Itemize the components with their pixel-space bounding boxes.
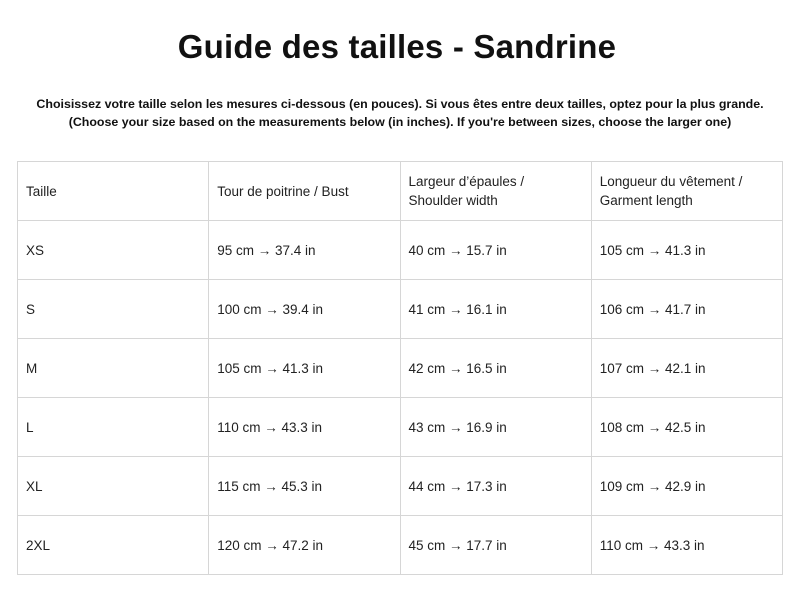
size-cell: S	[18, 280, 209, 339]
length-cell: 105 cm → 41.3 in	[591, 221, 782, 280]
header-size: Taille	[18, 162, 209, 221]
instructions-english: (Choose your size based on the measurements below (in inches). If you're between sizes, choose the larger one)	[68, 115, 732, 129]
shoulder-cell: 42 cm → 16.5 in	[400, 339, 591, 398]
header-length-line1: Longueur du vêtement /	[599, 174, 743, 189]
bust-cell: 110 cm → 43.3 in	[209, 398, 400, 457]
bust-cell: 100 cm → 39.4 in	[209, 280, 400, 339]
length-cell: 107 cm → 42.1 in	[591, 339, 782, 398]
bust-cell: 115 cm → 45.3 in	[209, 457, 400, 516]
shoulder-cell: 44 cm → 17.3 in	[400, 457, 591, 516]
size-cell: L	[18, 398, 209, 457]
shoulder-cell: 45 cm → 17.7 in	[400, 516, 591, 575]
table-row	[18, 457, 783, 516]
bust-cell: 105 cm → 41.3 in	[209, 339, 400, 398]
size-cell: XS	[18, 221, 209, 280]
page-title: Guide des tailles - Sandrine	[177, 28, 617, 65]
table-row	[18, 398, 783, 457]
length-cell: 108 cm → 42.5 in	[591, 398, 782, 457]
bust-cell: 95 cm → 37.4 in	[209, 221, 400, 280]
shoulder-cell: 41 cm → 16.1 in	[400, 280, 591, 339]
header-length-line2: Garment length	[599, 193, 693, 208]
instructions-french: Choisissez votre taille selon les mesures ci-dessous (en pouces). Si vous êtes entre deux tailles, optez pour la plus grande.	[36, 97, 764, 111]
header-shoulder-line2: Shoulder width	[408, 193, 498, 208]
size-chart-table	[17, 161, 783, 575]
header-bust: Tour de poitrine / Bust	[209, 162, 400, 221]
length-cell: 109 cm → 42.9 in	[591, 457, 782, 516]
header-shoulder-line1: Largeur d’épaules /	[408, 174, 525, 189]
header-garment-length	[591, 162, 782, 221]
table-row	[18, 339, 783, 398]
size-cell: XL	[18, 457, 209, 516]
length-cell: 106 cm → 41.7 in	[591, 280, 782, 339]
length-cell: 110 cm → 43.3 in	[591, 516, 782, 575]
bust-cell: 120 cm → 47.2 in	[209, 516, 400, 575]
table-row	[18, 280, 783, 339]
table-row	[18, 516, 783, 575]
instructions	[0, 95, 800, 131]
shoulder-cell: 43 cm → 16.9 in	[400, 398, 591, 457]
size-cell: M	[18, 339, 209, 398]
table-header-row	[18, 162, 783, 221]
shoulder-cell: 40 cm → 15.7 in	[400, 221, 591, 280]
size-cell: 2XL	[18, 516, 209, 575]
table-row	[18, 221, 783, 280]
header-shoulder-width	[400, 162, 591, 221]
